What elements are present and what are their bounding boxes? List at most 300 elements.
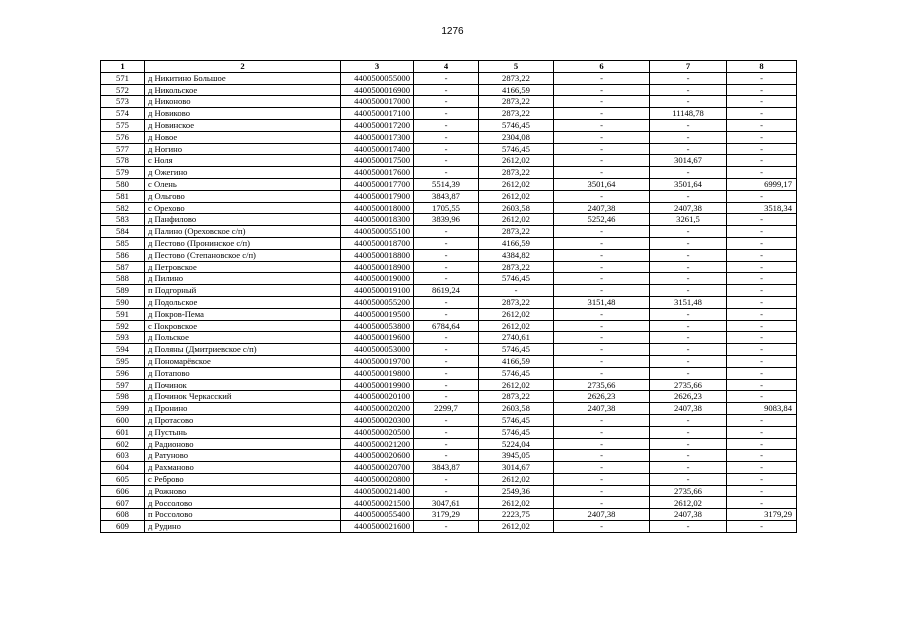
col6-value-cell: - [554, 190, 650, 202]
row-number-cell: 591 [101, 308, 145, 320]
col8-value-cell: - [727, 273, 797, 285]
table-row [101, 96, 797, 108]
col8-value-cell: 3518,34 [727, 202, 797, 214]
col7-value-cell: 2407,38 [650, 202, 727, 214]
col5-value-cell: 5746,45 [479, 344, 554, 356]
col5-value-cell: 2873,22 [479, 167, 554, 179]
row-number-cell: 588 [101, 273, 145, 285]
settlement-name-cell: д Никитино Большое [145, 72, 341, 84]
oktmo-code-cell: 4400500017300 [341, 131, 414, 143]
table-row [101, 167, 797, 179]
col6-value-cell: - [554, 261, 650, 273]
col8-value-cell: - [727, 462, 797, 474]
col8-value-cell: - [727, 521, 797, 533]
oktmo-code-cell: 4400500019600 [341, 332, 414, 344]
col8-value-cell: - [727, 473, 797, 485]
oktmo-code-cell: 4400500020200 [341, 403, 414, 415]
settlement-name-cell: д Покров-Пема [145, 308, 341, 320]
table-row [101, 178, 797, 190]
row-number-cell: 578 [101, 155, 145, 167]
col4-value-cell: - [414, 367, 479, 379]
table-row [101, 308, 797, 320]
row-number-cell: 572 [101, 84, 145, 96]
col7-value-cell: 2626,23 [650, 391, 727, 403]
table-row [101, 202, 797, 214]
col7-value-cell: - [650, 367, 727, 379]
col6-value-cell: 2407,38 [554, 403, 650, 415]
col5-value-cell: 3945,05 [479, 450, 554, 462]
oktmo-code-cell: 4400500017000 [341, 96, 414, 108]
settlement-name-cell: д Никольское [145, 84, 341, 96]
row-number-cell: 574 [101, 108, 145, 120]
col6-value-cell: - [554, 96, 650, 108]
row-number-cell: 579 [101, 167, 145, 179]
col8-value-cell: - [727, 285, 797, 297]
row-number-cell: 582 [101, 202, 145, 214]
col4-value-cell: - [414, 237, 479, 249]
col4-value-cell: 3839,96 [414, 214, 479, 226]
col6-value-cell: - [554, 143, 650, 155]
col7-value-cell: 2612,02 [650, 497, 727, 509]
col4-value-cell: - [414, 119, 479, 131]
row-number-cell: 583 [101, 214, 145, 226]
row-number-cell: 593 [101, 332, 145, 344]
col6-value-cell: 2735,66 [554, 379, 650, 391]
col5-value-cell: 2873,22 [479, 226, 554, 238]
table-row [101, 285, 797, 297]
oktmo-code-cell: 4400500055400 [341, 509, 414, 521]
col6-value-cell: - [554, 108, 650, 120]
oktmo-code-cell: 4400500055200 [341, 296, 414, 308]
settlement-name-cell: д Рахманово [145, 462, 341, 474]
row-number-cell: 573 [101, 96, 145, 108]
col8-value-cell: - [727, 308, 797, 320]
settlement-name-cell: с Олень [145, 178, 341, 190]
col6-value-cell: - [554, 320, 650, 332]
oktmo-code-cell: 4400500021400 [341, 485, 414, 497]
header-row [101, 61, 797, 73]
col5-value-cell: 5746,45 [479, 273, 554, 285]
col7-value-cell: - [650, 332, 727, 344]
oktmo-code-cell: 4400500020700 [341, 462, 414, 474]
col4-value-cell: - [414, 355, 479, 367]
oktmo-code-cell: 4400500018800 [341, 249, 414, 261]
settlement-name-cell: с Орехово [145, 202, 341, 214]
col8-value-cell: - [727, 249, 797, 261]
table-row [101, 509, 797, 521]
col7-value-cell: 3261,5 [650, 214, 727, 226]
settlement-name-cell: д Ожегино [145, 167, 341, 179]
col5-value-cell: 2740,61 [479, 332, 554, 344]
table-row [101, 332, 797, 344]
col5-value-cell: 2612,02 [479, 497, 554, 509]
col5-value-cell: 2873,22 [479, 108, 554, 120]
oktmo-code-cell: 4400500019700 [341, 355, 414, 367]
table-row [101, 155, 797, 167]
col7-value-cell: 11148,78 [650, 108, 727, 120]
table-row [101, 379, 797, 391]
row-number-cell: 596 [101, 367, 145, 379]
table-row [101, 143, 797, 155]
col5-value-cell: 2873,22 [479, 261, 554, 273]
col6-value-cell: - [554, 285, 650, 297]
oktmo-code-cell: 4400500018000 [341, 202, 414, 214]
col4-value-cell: - [414, 414, 479, 426]
oktmo-code-cell: 4400500020100 [341, 391, 414, 403]
col6-value-cell: - [554, 84, 650, 96]
col6-value-cell: - [554, 308, 650, 320]
col6-value-cell: - [554, 344, 650, 356]
col5-value-cell: 4166,59 [479, 84, 554, 96]
settlement-name-cell: д Новинское [145, 119, 341, 131]
table-row [101, 485, 797, 497]
col7-value-cell: - [650, 344, 727, 356]
row-number-cell: 586 [101, 249, 145, 261]
col7-value-cell: - [650, 72, 727, 84]
col6-value-cell: 2626,23 [554, 391, 650, 403]
oktmo-code-cell: 4400500021200 [341, 438, 414, 450]
settlement-name-cell: с Реброво [145, 473, 341, 485]
settlement-name-cell: д Петровское [145, 261, 341, 273]
col5-value-cell: 2873,22 [479, 96, 554, 108]
col7-value-cell: - [650, 226, 727, 238]
table-row [101, 450, 797, 462]
settlement-name-cell: д Починок [145, 379, 341, 391]
oktmo-code-cell: 4400500017400 [341, 143, 414, 155]
oktmo-code-cell: 4400500053000 [341, 344, 414, 356]
col7-value-cell: - [650, 450, 727, 462]
row-number-cell: 584 [101, 226, 145, 238]
col4-value-cell: 2299,7 [414, 403, 479, 415]
col8-value-cell: - [727, 379, 797, 391]
col7-value-cell: - [650, 143, 727, 155]
col6-value-cell: - [554, 521, 650, 533]
col7-value-cell: - [650, 285, 727, 297]
col7-value-cell: - [650, 320, 727, 332]
col8-value-cell: - [727, 226, 797, 238]
col5-value-cell: 2612,02 [479, 521, 554, 533]
settlement-name-cell: д Пустынь [145, 426, 341, 438]
settlement-name-cell: д Польское [145, 332, 341, 344]
col8-value-cell: - [727, 485, 797, 497]
settlement-name-cell: с Ноля [145, 155, 341, 167]
col6-value-cell: - [554, 249, 650, 261]
col7-value-cell: 3014,67 [650, 155, 727, 167]
table-row [101, 119, 797, 131]
table-row [101, 214, 797, 226]
table-row [101, 273, 797, 285]
oktmo-code-cell: 4400500020300 [341, 414, 414, 426]
header-cell: 4 [414, 61, 479, 73]
col7-value-cell: - [650, 261, 727, 273]
table-row [101, 497, 797, 509]
settlement-name-cell: д Россолово [145, 497, 341, 509]
col6-value-cell: - [554, 237, 650, 249]
row-number-cell: 592 [101, 320, 145, 332]
col7-value-cell: - [650, 521, 727, 533]
col4-value-cell: - [414, 261, 479, 273]
col7-value-cell: 2735,66 [650, 485, 727, 497]
oktmo-code-cell: 4400500019000 [341, 273, 414, 285]
settlement-name-cell: д Подольское [145, 296, 341, 308]
settlement-name-cell: д Пронино [145, 403, 341, 415]
oktmo-code-cell: 4400500053800 [341, 320, 414, 332]
col7-value-cell: - [650, 438, 727, 450]
col8-value-cell: - [727, 391, 797, 403]
col5-value-cell: 2612,02 [479, 308, 554, 320]
col6-value-cell: 5252,46 [554, 214, 650, 226]
settlement-name-cell: п Подгорный [145, 285, 341, 297]
col6-value-cell: - [554, 473, 650, 485]
row-number-cell: 608 [101, 509, 145, 521]
table-row [101, 438, 797, 450]
table-row [101, 473, 797, 485]
table-row [101, 190, 797, 202]
col8-value-cell: - [727, 214, 797, 226]
col4-value-cell: - [414, 391, 479, 403]
oktmo-code-cell: 4400500016900 [341, 84, 414, 96]
row-number-cell: 590 [101, 296, 145, 308]
header-cell: 5 [479, 61, 554, 73]
col7-value-cell: - [650, 273, 727, 285]
col6-value-cell: - [554, 450, 650, 462]
oktmo-code-cell: 4400500018300 [341, 214, 414, 226]
col7-value-cell: - [650, 96, 727, 108]
col4-value-cell: - [414, 167, 479, 179]
settlement-name-cell: д Ногино [145, 143, 341, 155]
col4-value-cell: - [414, 308, 479, 320]
settlement-name-cell: д Рудино [145, 521, 341, 533]
col6-value-cell: - [554, 426, 650, 438]
settlement-name-cell: д Палино (Ореховское с/п) [145, 226, 341, 238]
col4-value-cell: 3843,87 [414, 190, 479, 202]
settlement-name-cell: д Ольгово [145, 190, 341, 202]
col4-value-cell: 3843,87 [414, 462, 479, 474]
col4-value-cell: 5514,39 [414, 178, 479, 190]
table-row [101, 344, 797, 356]
row-number-cell: 609 [101, 521, 145, 533]
col8-value-cell: - [727, 332, 797, 344]
col8-value-cell: - [727, 414, 797, 426]
col5-value-cell: 4166,59 [479, 237, 554, 249]
col4-value-cell: - [414, 473, 479, 485]
col4-value-cell: - [414, 426, 479, 438]
row-number-cell: 601 [101, 426, 145, 438]
oktmo-code-cell: 4400500018900 [341, 261, 414, 273]
col4-value-cell: - [414, 96, 479, 108]
col7-value-cell: - [650, 249, 727, 261]
col8-value-cell: - [727, 355, 797, 367]
row-number-cell: 606 [101, 485, 145, 497]
col4-value-cell: - [414, 273, 479, 285]
col8-value-cell: - [727, 237, 797, 249]
col6-value-cell: - [554, 332, 650, 344]
col4-value-cell: - [414, 344, 479, 356]
col7-value-cell: - [650, 84, 727, 96]
settlement-name-cell: д Поляны (Дмитриевское с/п) [145, 344, 341, 356]
settlement-name-cell: д Рожново [145, 485, 341, 497]
col6-value-cell: - [554, 273, 650, 285]
oktmo-code-cell: 4400500017600 [341, 167, 414, 179]
col8-value-cell: 9083,84 [727, 403, 797, 415]
col5-value-cell: 5224,04 [479, 438, 554, 450]
col7-value-cell: 3501,64 [650, 178, 727, 190]
settlement-name-cell: д Починок Черкасский [145, 391, 341, 403]
row-number-cell: 607 [101, 497, 145, 509]
col5-value-cell: 2873,22 [479, 391, 554, 403]
settlement-name-cell: д Пестово (Степановское с/п) [145, 249, 341, 261]
row-number-cell: 598 [101, 391, 145, 403]
settlement-name-cell: д Потапово [145, 367, 341, 379]
col8-value-cell: 3179,29 [727, 509, 797, 521]
oktmo-code-cell: 4400500017100 [341, 108, 414, 120]
col8-value-cell: - [727, 167, 797, 179]
row-number-cell: 599 [101, 403, 145, 415]
col5-value-cell: 4384,82 [479, 249, 554, 261]
table-row [101, 367, 797, 379]
col4-value-cell: 3179,29 [414, 509, 479, 521]
row-number-cell: 597 [101, 379, 145, 391]
col6-value-cell: 3151,48 [554, 296, 650, 308]
col4-value-cell: - [414, 84, 479, 96]
oktmo-code-cell: 4400500020800 [341, 473, 414, 485]
table-row [101, 226, 797, 238]
table-row [101, 403, 797, 415]
col7-value-cell: - [650, 462, 727, 474]
col4-value-cell: - [414, 521, 479, 533]
table-row [101, 391, 797, 403]
col5-value-cell: 2603,58 [479, 202, 554, 214]
col5-value-cell: 2612,02 [479, 190, 554, 202]
row-number-cell: 580 [101, 178, 145, 190]
settlement-name-cell: д Пономарёвское [145, 355, 341, 367]
col5-value-cell: 2612,02 [479, 379, 554, 391]
col8-value-cell: - [727, 84, 797, 96]
oktmo-code-cell: 4400500019900 [341, 379, 414, 391]
oktmo-code-cell: 4400500017500 [341, 155, 414, 167]
col5-value-cell: 2549,36 [479, 485, 554, 497]
row-number-cell: 589 [101, 285, 145, 297]
col4-value-cell: - [414, 296, 479, 308]
table-row [101, 462, 797, 474]
oktmo-code-cell: 4400500019500 [341, 308, 414, 320]
col5-value-cell: 2612,02 [479, 473, 554, 485]
oktmo-code-cell: 4400500018700 [341, 237, 414, 249]
col8-value-cell: - [727, 320, 797, 332]
col7-value-cell: 2407,38 [650, 509, 727, 521]
col8-value-cell: - [727, 367, 797, 379]
col8-value-cell: - [727, 261, 797, 273]
col7-value-cell: - [650, 414, 727, 426]
col8-value-cell: - [727, 96, 797, 108]
col7-value-cell: - [650, 355, 727, 367]
col4-value-cell: - [414, 155, 479, 167]
table-body [101, 72, 797, 532]
col5-value-cell: 2603,58 [479, 403, 554, 415]
col8-value-cell: - [727, 155, 797, 167]
col5-value-cell: 2873,22 [479, 72, 554, 84]
col4-value-cell: - [414, 143, 479, 155]
col6-value-cell: - [554, 72, 650, 84]
col8-value-cell: - [727, 450, 797, 462]
col5-value-cell: - [479, 285, 554, 297]
settlement-name-cell: д Панфилово [145, 214, 341, 226]
table-row [101, 296, 797, 308]
settlement-name-cell: д Новое [145, 131, 341, 143]
oktmo-code-cell: 4400500017200 [341, 119, 414, 131]
col4-value-cell: - [414, 332, 479, 344]
row-number-cell: 604 [101, 462, 145, 474]
data-table [100, 60, 797, 533]
col6-value-cell: - [554, 167, 650, 179]
col5-value-cell: 2612,02 [479, 178, 554, 190]
table-row [101, 261, 797, 273]
col4-value-cell: - [414, 249, 479, 261]
table-row [101, 521, 797, 533]
col8-value-cell: - [727, 190, 797, 202]
settlement-name-cell: д Протасово [145, 414, 341, 426]
col4-value-cell: - [414, 379, 479, 391]
col6-value-cell: - [554, 226, 650, 238]
col8-value-cell: - [727, 344, 797, 356]
col6-value-cell: - [554, 367, 650, 379]
table-row [101, 414, 797, 426]
col5-value-cell: 2873,22 [479, 296, 554, 308]
col4-value-cell: 3047,61 [414, 497, 479, 509]
table-row [101, 426, 797, 438]
col7-value-cell: - [650, 426, 727, 438]
col8-value-cell: - [727, 119, 797, 131]
col5-value-cell: 2612,02 [479, 155, 554, 167]
col6-value-cell: - [554, 131, 650, 143]
col8-value-cell: - [727, 296, 797, 308]
col6-value-cell: - [554, 414, 650, 426]
table-row [101, 131, 797, 143]
settlement-name-cell: д Радионово [145, 438, 341, 450]
col4-value-cell: - [414, 108, 479, 120]
col5-value-cell: 3014,67 [479, 462, 554, 474]
settlement-name-cell: п Россолово [145, 509, 341, 521]
col7-value-cell: - [650, 167, 727, 179]
oktmo-code-cell: 4400500055100 [341, 226, 414, 238]
oktmo-code-cell: 4400500020500 [341, 426, 414, 438]
header-cell: 1 [101, 61, 145, 73]
col8-value-cell: - [727, 72, 797, 84]
col8-value-cell: - [727, 497, 797, 509]
col4-value-cell: - [414, 438, 479, 450]
col4-value-cell: - [414, 450, 479, 462]
col4-value-cell: 6784,64 [414, 320, 479, 332]
oktmo-code-cell: 4400500019800 [341, 367, 414, 379]
col7-value-cell: 2735,66 [650, 379, 727, 391]
col7-value-cell: - [650, 237, 727, 249]
col8-value-cell: - [727, 108, 797, 120]
row-number-cell: 594 [101, 344, 145, 356]
row-number-cell: 575 [101, 119, 145, 131]
col5-value-cell: 2612,02 [479, 320, 554, 332]
table-row [101, 72, 797, 84]
col8-value-cell: - [727, 131, 797, 143]
row-number-cell: 585 [101, 237, 145, 249]
page-number: 1276 [441, 26, 464, 37]
header-cell: 2 [145, 61, 341, 73]
table-row [101, 84, 797, 96]
col5-value-cell: 2223,75 [479, 509, 554, 521]
col6-value-cell: - [554, 119, 650, 131]
col6-value-cell: 3501,64 [554, 178, 650, 190]
col4-value-cell: - [414, 72, 479, 84]
row-number-cell: 595 [101, 355, 145, 367]
